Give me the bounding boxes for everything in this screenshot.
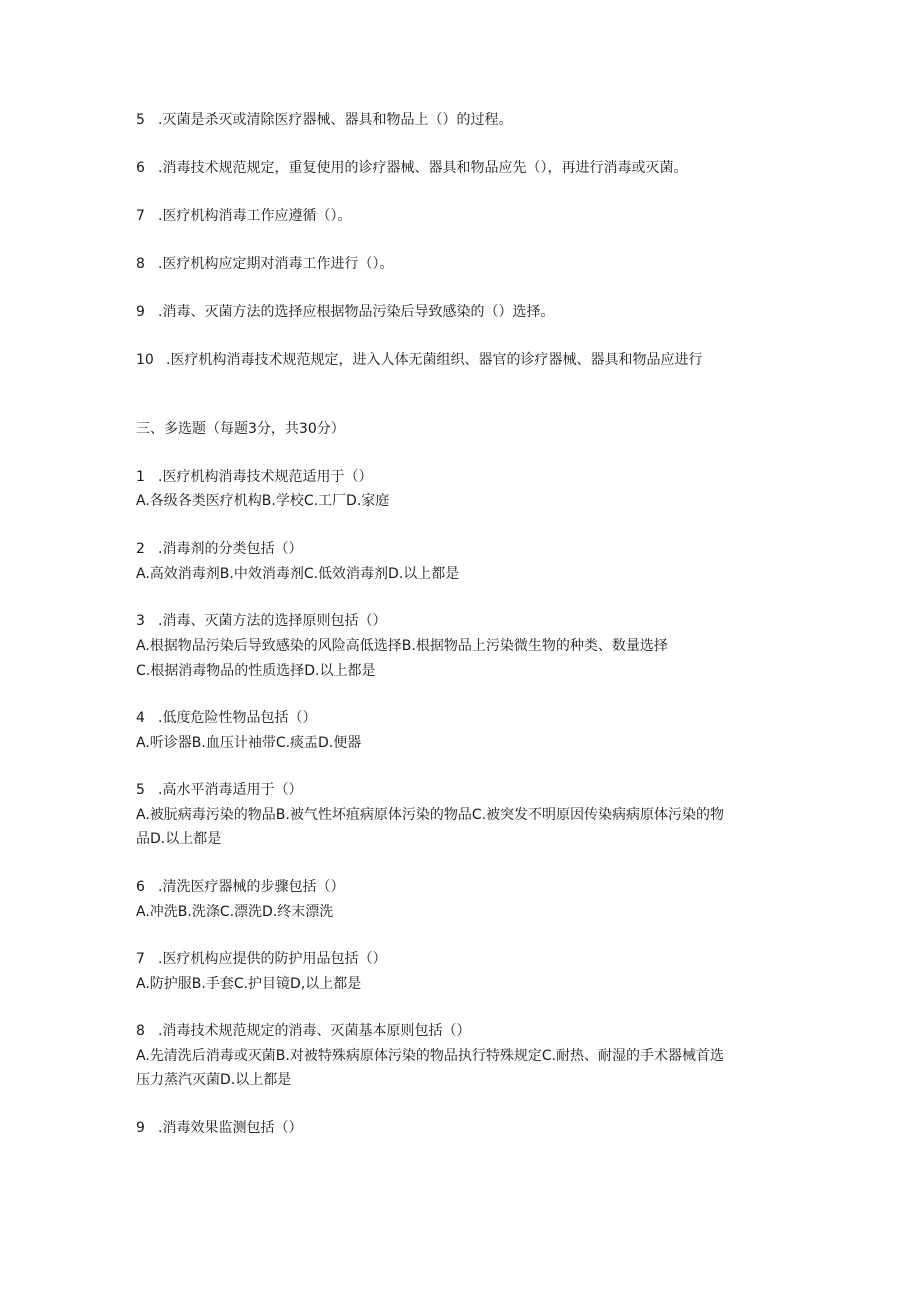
question-number: 6: [136, 879, 145, 895]
question-1-stem: [136, 468, 372, 486]
item-text: .消毒技术规范规定，重复使用的诊疗器械、器具和物品应先（），再进行消毒或灭菌。: [158, 160, 688, 176]
fill-item-7: [136, 207, 351, 225]
fill-item-10: [136, 351, 702, 369]
question-3-stem: [136, 612, 386, 630]
question-2-options: A.高效消毒剂B.中效消毒剂C.低效消毒剂D.以上都是: [136, 566, 460, 582]
item-text: .消毒、灭菌方法的选择应根据物品污染后导致感染的（）选择。: [158, 304, 555, 320]
question-text: .医疗机构消毒技术规范适用于（）: [158, 469, 373, 485]
question-number: 1: [136, 469, 145, 485]
section-heading: 三、多选题（每题3分，共30分）: [136, 421, 345, 437]
question-8-options-line-1: A.先清洗后消毒或灭菌B.对被特殊病原体污染的物品执行特殊规定C.耐热、耐湿的手术器械首选: [136, 1048, 725, 1064]
question-number: 5: [136, 782, 145, 798]
fill-item-5: [136, 111, 512, 129]
question-5-options-line-2: 品D.以上都是: [136, 831, 222, 847]
question-number: 8: [136, 1023, 145, 1039]
question-number: 3: [136, 613, 145, 629]
fill-item-9: [136, 303, 554, 321]
item-number: 10: [136, 352, 154, 368]
item-text: .医疗机构消毒技术规范规定，进入人体无菌组织、器官的诊疗器械、器具和物品应进行: [166, 352, 703, 368]
item-number: 6: [136, 160, 145, 176]
question-text: .消毒效果监测包括（）: [158, 1120, 303, 1136]
question-6-options: A.冲洗B.洗涤C.漂洗D.终末漂洗: [136, 904, 334, 920]
question-7-stem: [136, 950, 386, 968]
question-number: 4: [136, 710, 145, 726]
question-3-options-line-2: C.根据消毒物品的性质选择D.以上都是: [136, 663, 376, 679]
question-5-options-line-1: A.被朊病毒污染的物品B.被气性坏疽病原体污染的物品C.被突发不明原因传染病病原体污染的物: [136, 807, 725, 823]
question-number: 9: [136, 1120, 145, 1136]
question-7-options: A.防护服B.手套C.护目镜D,以上都是: [136, 976, 362, 992]
question-3-options-line-1: A.根据物品污染后导致感染的风险高低选择B.根据物品上污染微生物的种类、数量选择: [136, 638, 668, 654]
fill-item-6: [136, 159, 687, 177]
question-4-stem: [136, 709, 316, 727]
question-8-options-line-2: 压力蒸汽灭菌D.以上都是: [136, 1072, 292, 1088]
question-text: .高水平消毒适用于（）: [158, 782, 303, 798]
question-text: .医疗机构应提供的防护用品包括（）: [158, 951, 387, 967]
question-text: .清洗医疗器械的步骤包括（）: [158, 879, 345, 895]
fill-item-8: [136, 255, 393, 273]
question-text: .低度危险性物品包括（）: [158, 710, 317, 726]
question-9-stem: [136, 1119, 302, 1137]
item-text: .医疗机构消毒工作应遵循（）。: [158, 208, 352, 224]
question-4-options: A.听诊器B.血压计袖带C.痰盂D.便器: [136, 735, 362, 751]
item-text: .灭菌是杀灭或清除医疗器械、器具和物品上（）的过程。: [158, 112, 513, 128]
question-2-stem: [136, 540, 302, 558]
item-text: .医疗机构应定期对消毒工作进行（）。: [158, 256, 394, 272]
item-number: 7: [136, 208, 145, 224]
item-number: 9: [136, 304, 145, 320]
question-8-stem: [136, 1022, 470, 1040]
question-1-options: A.各级各类医疗机构B.学校C.工厂D.家庭: [136, 493, 390, 509]
question-number: 7: [136, 951, 145, 967]
item-number: 8: [136, 256, 145, 272]
question-6-stem: [136, 878, 344, 896]
question-text: .消毒技术规范规定的消毒、灭菌基本原则包括（）: [158, 1023, 471, 1039]
question-text: .消毒、灭菌方法的选择原则包括（）: [158, 613, 387, 629]
question-text: .消毒剂的分类包括（）: [158, 541, 303, 557]
question-number: 2: [136, 541, 145, 557]
item-number: 5: [136, 112, 145, 128]
question-5-stem: [136, 781, 302, 799]
